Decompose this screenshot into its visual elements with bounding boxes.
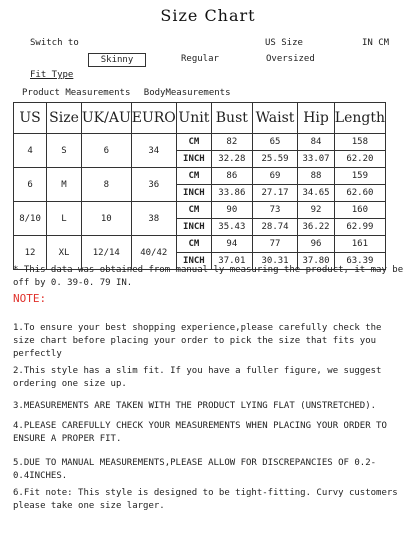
note-item: 4.PLEASE CAREFULLY CHECK YOUR MEASUREMENTS WHEN PLACING YOUR ORDER TO ENSURE A PROPER FIT. bbox=[13, 421, 387, 444]
cell-waist: 28.74 bbox=[252, 219, 298, 236]
cell-length: 62.99 bbox=[334, 219, 385, 236]
table-row bbox=[14, 168, 386, 185]
tab-product-measurements[interactable]: Product Measurements bbox=[22, 88, 131, 98]
cell-unit-inch: INCH bbox=[176, 185, 211, 202]
cell-waist: 25.59 bbox=[252, 151, 298, 168]
cell-waist: 77 bbox=[252, 236, 298, 253]
cell-euro: 34 bbox=[131, 134, 176, 168]
cell-waist: 69 bbox=[252, 168, 298, 185]
col-waist: Waist bbox=[252, 103, 298, 134]
cell-bust: 35.43 bbox=[211, 219, 252, 236]
cell-length: 161 bbox=[334, 236, 385, 253]
page-title: Size Chart bbox=[160, 6, 256, 25]
cell-hip: 34.65 bbox=[298, 185, 334, 202]
cell-bust: 90 bbox=[211, 202, 252, 219]
table-header-row bbox=[14, 103, 386, 134]
cell-waist: 27.17 bbox=[252, 185, 298, 202]
cell-length: 63.39 bbox=[334, 253, 385, 270]
table-row bbox=[14, 236, 386, 253]
cell-ukau: 10 bbox=[81, 202, 131, 236]
cell-euro: 40/42 bbox=[131, 236, 176, 270]
cell-unit-inch: INCH bbox=[176, 253, 211, 270]
col-euro: EURO bbox=[131, 103, 176, 134]
cell-unit-cm: CM bbox=[176, 236, 211, 253]
size-table bbox=[13, 102, 386, 270]
note-heading: NOTE: bbox=[13, 292, 47, 305]
col-us: US bbox=[14, 103, 47, 134]
cell-length: 160 bbox=[334, 202, 385, 219]
cell-us: 4 bbox=[14, 134, 47, 168]
fit-button-skinny[interactable]: Skinny bbox=[88, 53, 146, 67]
cell-size: M bbox=[47, 168, 82, 202]
unit-toggle-cm[interactable]: IN CM bbox=[362, 38, 390, 48]
unit-toggle-us[interactable]: US Size bbox=[265, 38, 303, 48]
cell-unit-inch: INCH bbox=[176, 219, 211, 236]
table-row bbox=[14, 202, 386, 219]
cell-hip: 37.80 bbox=[298, 253, 334, 270]
cell-bust: 82 bbox=[211, 134, 252, 151]
cell-hip: 33.07 bbox=[298, 151, 334, 168]
note-item: 5.DUE TO MANUAL MEASUREMENTS,PLEASE ALLOW FOR DISCREPANCIES OF 0.2-0.4INCHES. bbox=[13, 458, 377, 481]
col-size: Size bbox=[47, 103, 82, 134]
col-bust: Bust bbox=[211, 103, 252, 134]
cell-bust: 86 bbox=[211, 168, 252, 185]
cell-unit-cm: CM bbox=[176, 202, 211, 219]
cell-ukau: 12/14 bbox=[81, 236, 131, 270]
note-item: 6.Fit note: This style is designed to be tight-fitting. Curvy customers please take one size larger. bbox=[13, 488, 398, 511]
cell-size: L bbox=[47, 202, 82, 236]
cell-us: 8/10 bbox=[14, 202, 47, 236]
cell-waist: 65 bbox=[252, 134, 298, 151]
cell-unit-cm: CM bbox=[176, 168, 211, 185]
fit-type-label[interactable]: Fit Type bbox=[30, 70, 74, 80]
col-unit: Unit bbox=[176, 103, 211, 134]
cell-length: 62.20 bbox=[334, 151, 385, 168]
col-length: Length bbox=[334, 103, 385, 134]
switch-label: Switch to bbox=[30, 38, 79, 48]
note-item: 2.This style has a slim fit. If you have a fuller figure, we suggest ordering one size up. bbox=[13, 366, 382, 389]
cell-hip: 36.22 bbox=[298, 219, 334, 236]
fit-button-oversized[interactable]: Oversized bbox=[266, 54, 315, 64]
col-ukau: UK/AU bbox=[81, 103, 131, 134]
note-item: 3.MEASUREMENTS ARE TAKEN WITH THE PRODUCT LYING FLAT (UNSTRETCHED). bbox=[13, 401, 377, 411]
cell-unit-inch: INCH bbox=[176, 151, 211, 168]
cell-length: 62.60 bbox=[334, 185, 385, 202]
cell-hip: 92 bbox=[298, 202, 334, 219]
cell-waist: 30.31 bbox=[252, 253, 298, 270]
cell-ukau: 8 bbox=[81, 168, 131, 202]
cell-unit-cm: CM bbox=[176, 134, 211, 151]
cell-hip: 84 bbox=[298, 134, 334, 151]
cell-bust: 37.01 bbox=[211, 253, 252, 270]
cell-us: 6 bbox=[14, 168, 47, 202]
cell-bust: 33.86 bbox=[211, 185, 252, 202]
measurement-tabs bbox=[22, 88, 239, 98]
cell-hip: 88 bbox=[298, 168, 334, 185]
cell-bust: 94 bbox=[211, 236, 252, 253]
cell-euro: 38 bbox=[131, 202, 176, 236]
cell-us: 12 bbox=[14, 236, 47, 270]
cell-euro: 36 bbox=[131, 168, 176, 202]
cell-size: S bbox=[47, 134, 82, 168]
cell-ukau: 6 bbox=[81, 134, 131, 168]
table-row bbox=[14, 134, 386, 151]
note-item: 1.To ensure your best shopping experience,please carefully check the size chart before placing your order to pick the size that fits you perfectly bbox=[13, 323, 382, 359]
fit-button-regular[interactable]: Regular bbox=[181, 54, 219, 64]
cell-hip: 96 bbox=[298, 236, 334, 253]
cell-length: 159 bbox=[334, 168, 385, 185]
cell-length: 158 bbox=[334, 134, 385, 151]
col-hip: Hip bbox=[298, 103, 334, 134]
cell-size: XL bbox=[47, 236, 82, 270]
measurement-disclaimer: * This data was obtained from manual ly measuring the product, it may be off by 0. 39-0. 79 IN. bbox=[13, 265, 404, 288]
cell-waist: 73 bbox=[252, 202, 298, 219]
tab-body-measurements[interactable]: BodyMeasurements bbox=[143, 88, 231, 98]
cell-bust: 32.28 bbox=[211, 151, 252, 168]
